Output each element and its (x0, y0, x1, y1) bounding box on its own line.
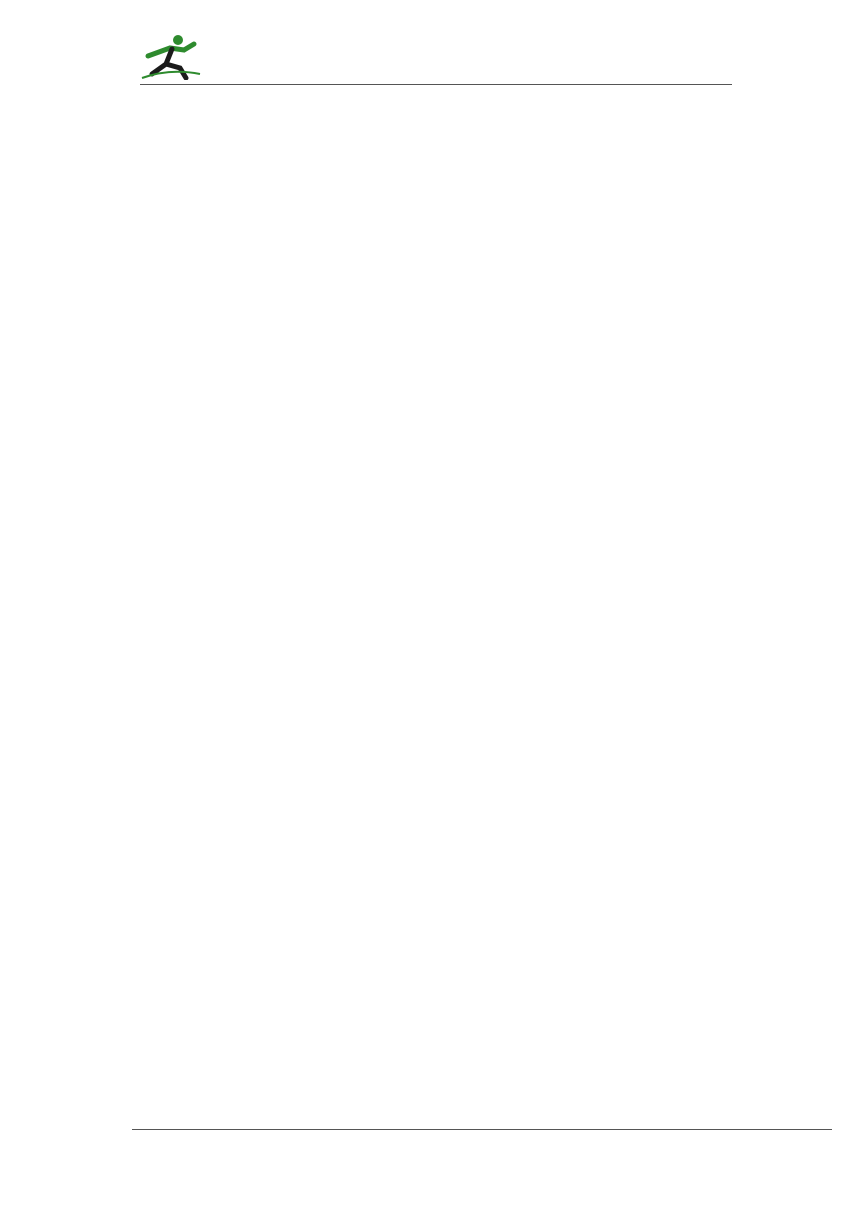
footer-divider (132, 1129, 832, 1130)
source-note (362, 67, 366, 81)
header-divider (140, 84, 732, 85)
site-logo[interactable] (140, 34, 350, 80)
page-header (0, 0, 860, 90)
running-figure-logo-icon (140, 34, 204, 80)
